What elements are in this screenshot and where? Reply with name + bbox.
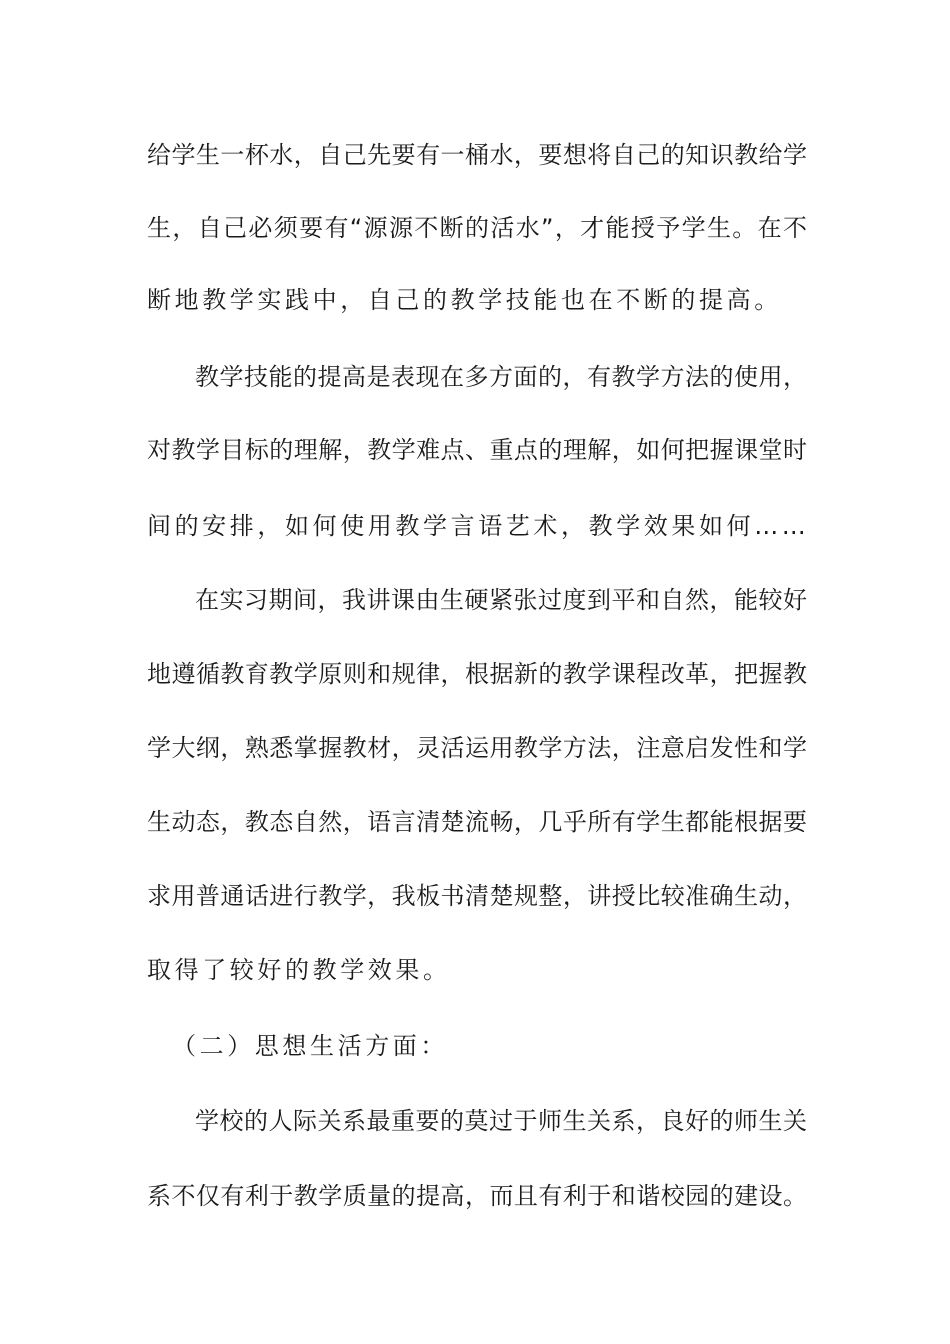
text-line: 学校的人际关系最重要的莫过于师生关系，良好的师生关 <box>195 1107 807 1135</box>
text-line: 系不仅有利于教学质量的提高，而且有利于和谐校园的建设。 <box>147 1182 807 1210</box>
text-line: 取得了较好的教学效果。 <box>147 956 451 984</box>
text-line: 生，自己必须要有“源源不断的活水”，才能授予学生。在不 <box>147 214 807 242</box>
text-line: 在实习期间，我讲课由生硬紧张过度到平和自然，能较好 <box>195 586 807 614</box>
text-line: 生动态，教态自然，语言清楚流畅，几乎所有学生都能根据要 <box>147 808 807 836</box>
text-line: 断地教学实践中，自己的教学技能也在不断的提高。 <box>147 286 782 314</box>
text-line: 教学技能的提高是表现在多方面的，有教学方法的使用， <box>195 363 807 391</box>
text-line: 地遵循教育教学原则和规律，根据新的教学课程改革，把握教 <box>147 660 807 688</box>
text-line: 求用普通话进行教学，我板书清楚规整，讲授比较准确生动， <box>147 882 807 910</box>
text-line: 学大纲，熟悉掌握教材，灵活运用教学方法，注意启发性和学 <box>147 734 807 762</box>
section-heading: （二）思想生活方面： <box>172 1032 448 1060</box>
text-line: 对教学目标的理解，教学难点、重点的理解，如何把握课堂时 <box>147 436 807 464</box>
text-line: 间的安排，如何使用教学言语艺术，教学效果如何…… <box>147 512 810 540</box>
text-line: 给学生一杯水，自己先要有一桶水，要想将自己的知识教给学 <box>147 141 807 169</box>
